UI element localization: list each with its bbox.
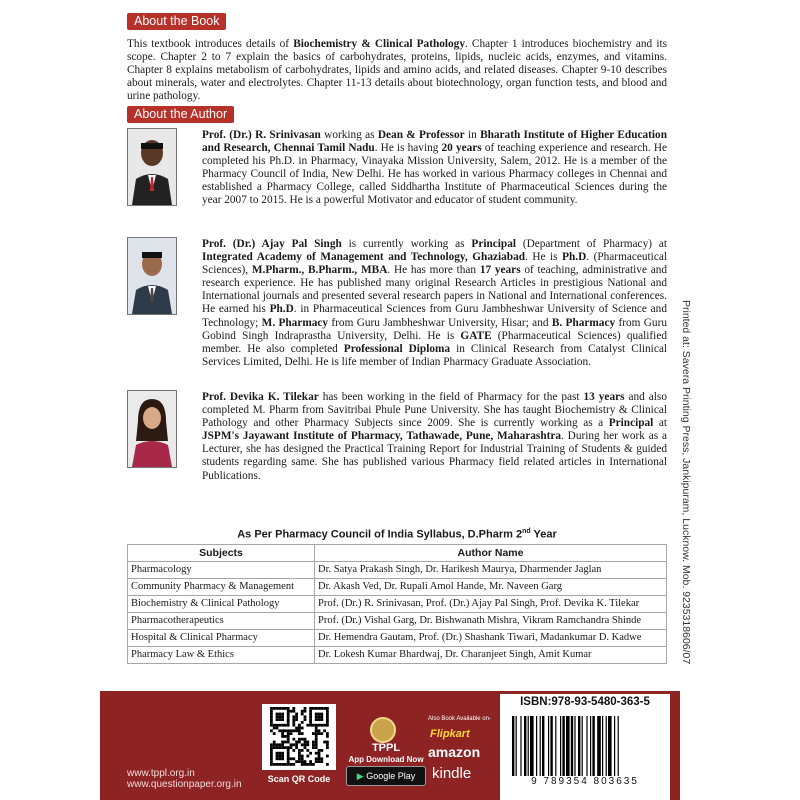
author-cell: Dr. Lokesh Kumar Bhardwaj, Dr. Charanjeet Singh, Amit Kumar (315, 647, 667, 664)
author-photo-tilekar (127, 390, 177, 468)
syllabus-table (127, 544, 667, 664)
url-tppl-link[interactable]: www.tppl.org.in (127, 768, 195, 779)
about-book-heading: About the Book (127, 13, 226, 30)
flipkart-logo[interactable]: Flipkart (430, 728, 470, 740)
author-bio-singh-part1: Prof. (Dr.) Ajay Pal Singh is currently working as Principal (Department of Pharmacy) at Integrated Academy of Management and Technology, Ghaziabad. He is Ph.D. (Pharmaceutical Sciences), M.Pharm., B.Pharm., MBA. He has more than 17 years of teaching, administrative and research experience. He has published many original Research Articles in prestigious National and International journals and presented several research papers in National and International conferences. He earned his Ph.D. in Pharmaceutical Sciences from Guru Jambheshwar University of Science and Technology; M. Pharmacy from Guru Jambheshwar University, Hisar; and B. Pharmacy from Guru Gobind Singh Indraprastha University, Delhi. He is GATE (Pharmaceutical Sciences) qualified member. He also completed Professional Diploma in Clinical Research from Catalyst Clinical Services Limited, Delhi. He is life member of Indian Pharmacy Graduate Association. (202, 238, 668, 368)
subject-cell: Biochemistry & Clinical Pathology (128, 596, 315, 613)
app-download-label: App Download Now (348, 755, 424, 764)
subject-cell: Hospital & Clinical Pharmacy (128, 630, 315, 647)
barcode (510, 716, 660, 776)
barcode-number: 9 789354 803635 (531, 776, 639, 787)
google-play-badge[interactable]: ▶ Google Play (346, 766, 426, 786)
author-cell: Prof. (Dr.) R. Srinivasan, Prof. (Dr.) Ajay Pal Singh, Prof. Devika K. Tilekar (315, 596, 667, 613)
subject-cell: Pharmacotherapeutics (128, 613, 315, 630)
about-book-text: This textbook introduces details of Biochemistry & Clinical Pathology. Chapter 1 introduces biochemistry and its scope. Chapter 2 to 7 explain the basics of carbohydrates, proteins, lipids, nucleic acids, enzymes, and vitamins. Chapter 8 explains metabolism of carbohydrates, lipids and amino acids, and related diseases. Chapter 9-10 describes about minerals, water and electrolytes. Chapter 11-13 details about biotechnology, organ function tests, and blood and urine pathology. (127, 38, 667, 103)
about-author-heading: About the Author (127, 106, 234, 123)
scan-qr-label: Scan QR Code (267, 774, 331, 784)
table-header-row (128, 545, 667, 562)
tppl-label: TPPL (371, 742, 401, 754)
syllabus-title: As Per Pharmacy Council of India Syllabus, D.Pharm 2nd Year (237, 528, 557, 541)
table-row (128, 596, 667, 613)
author-photo-singh (127, 237, 177, 315)
qr-code[interactable] (262, 704, 336, 770)
url-questionpaper-link[interactable]: www.questionpaper.org.in (127, 779, 242, 790)
tppl-logo-icon (370, 717, 396, 743)
printed-at-text: Printed at: Savera Printing Press, Jankipuram, Lucknow. Mob. 9235318606/07 (680, 300, 692, 665)
author-cell: Prof. (Dr.) Vishal Garg, Dr. Bishwanath Mishra, Vikram Ramchandra Shinde (315, 613, 667, 630)
table-row (128, 579, 667, 596)
col-author-header: Author Name (315, 545, 667, 562)
subject-cell: Pharmacology (128, 562, 315, 579)
table-row (128, 613, 667, 630)
amazon-logo[interactable]: amazon (428, 744, 481, 760)
author-cell: Dr. Satya Prakash Singh, Dr. Harikesh Maurya, Dharmender Jaglan (315, 562, 667, 579)
also-available-label: Also Book Available on- (428, 716, 491, 722)
author-photo-srinivasan (127, 128, 177, 206)
table-row (128, 647, 667, 664)
isbn-text: ISBN:978-93-5480-363-5 (520, 696, 650, 708)
author-cell: Dr. Akash Ved, Dr. Rupali Amol Hande, Mr. Naveen Garg (315, 579, 667, 596)
col-subjects-header: Subjects (128, 545, 315, 562)
subject-cell: Community Pharmacy & Management (128, 579, 315, 596)
author-cell: Dr. Hemendra Gautam, Prof. (Dr.) Shashank Tiwari, Madankumar D. Kadwe (315, 630, 667, 647)
author-bio-srinivasan: Prof. (Dr.) R. Srinivasan working as Dean & Professor in Bharath Institute of Higher Education and Research, Chennai Tamil Nadu. He is having 20 years of teaching experience and research. He completed his Ph.D. in Pharmacy, Vinayaka Mission University, Salem, 2012. He is a member of the Pharmacy Council of India, New Delhi. He has worked in various Pharmacy colleges in Chennai and established a Pharmacy College, called Siddhartha Institute of Pharmaceutical Sciences during the year 2007 to 2015. He is a powerful Motivator and educator of student community. (202, 129, 668, 207)
table-row (128, 562, 667, 579)
footer-urls (127, 768, 242, 790)
table-row (128, 630, 667, 647)
kindle-logo[interactable]: kindle (432, 765, 472, 782)
subject-cell: Pharmacy Law & Ethics (128, 647, 315, 664)
author-bio-tilekar: Prof. Devika K. Tilekar has been working in the field of Pharmacy for the past 13 years and also completed M. Pharm from Savitribai Phule Pune University. She has taught Biochemistry & Clinical Pathology and other Pharmacy Subjects since 2009. She is currently working as a Principal at JSPM's Jayawant Institute of Pharmacy, Tathawade, Pune, Maharashtra. During her work as a Lecturer, she has designed the Practical Training Report for Industrial Training of Students & guided students regarding same. She has published various Pharmacy field related articles in International Publications. (202, 391, 668, 482)
play-store-icon: ▶ (356, 771, 364, 781)
